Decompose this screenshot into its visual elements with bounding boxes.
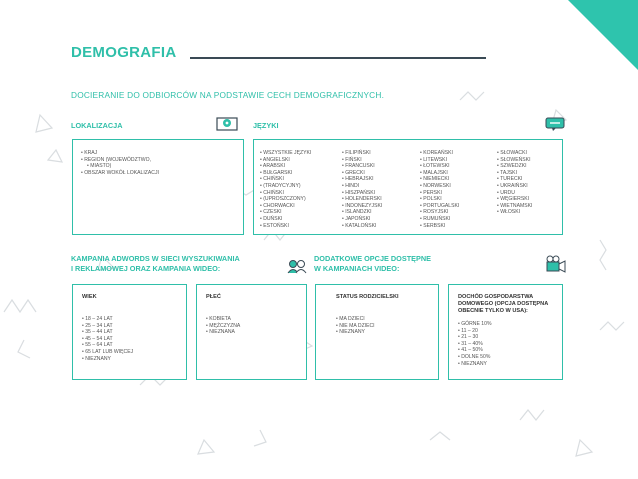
list-item: • WSZYSTKIE JĘZYKI bbox=[260, 150, 311, 157]
list-item: • HISZPAŃSKI bbox=[342, 190, 382, 197]
list-item: • (UPROSZCZONY) bbox=[260, 196, 311, 203]
title-divider bbox=[190, 57, 486, 59]
languages-column-2 bbox=[342, 150, 382, 229]
income-box bbox=[448, 284, 563, 380]
adwords-heading-line2: I REKLAMOWEJ ORAZ KAMPANIA WIDEO: bbox=[71, 264, 221, 273]
list-item: • MIASTO) bbox=[81, 163, 159, 170]
list-item: • KRAJ bbox=[81, 150, 159, 157]
list-item: • SZWEDZKI bbox=[497, 163, 532, 170]
list-item: • NORWESKI bbox=[420, 183, 459, 190]
extra-heading-line2: W KAMPANIACH VIDEO: bbox=[314, 264, 400, 273]
list-item: • MALAJSKI bbox=[420, 170, 459, 177]
list-item: • 41 – 50% bbox=[458, 347, 492, 354]
list-item: • 11 – 20 bbox=[458, 328, 492, 335]
people-icon bbox=[286, 258, 308, 274]
extra-heading-line1: DODATKOWE OPCJE DOSTĘPNE bbox=[314, 254, 432, 263]
list-item: • 18 – 24 LAT bbox=[82, 316, 133, 323]
parental-list bbox=[336, 316, 375, 336]
list-item: • ESTOŃSKI bbox=[260, 223, 311, 230]
list-item: • BUŁGARSKI bbox=[260, 170, 311, 177]
list-item: • ŁOTEWSKI bbox=[420, 163, 459, 170]
list-item: • HINDI bbox=[342, 183, 382, 190]
list-item: • FRANCUSKI bbox=[342, 163, 382, 170]
income-heading bbox=[458, 294, 548, 315]
list-item: • ROSYJSKI bbox=[420, 209, 459, 216]
list-item: • MA DZIECI bbox=[336, 316, 375, 323]
list-item: • PERSKI bbox=[420, 190, 459, 197]
list-item: • 65 LAT LUB WIĘCEJ bbox=[82, 349, 133, 356]
income-heading-line3: OBECNIE TYLKO W USA): bbox=[458, 308, 528, 314]
list-item: • DUŃSKI bbox=[260, 216, 311, 223]
list-item: • SŁOWACKI bbox=[497, 150, 532, 157]
location-box bbox=[72, 139, 244, 235]
page-title: DEMOGRAFIA bbox=[71, 44, 177, 61]
list-item: • GÓRNE 10% bbox=[458, 321, 492, 328]
list-item: • CZESKI bbox=[260, 209, 311, 216]
languages-column-4 bbox=[497, 150, 532, 216]
map-pin-icon bbox=[216, 116, 240, 132]
income-heading-line1: DOCHÓD GOSPODARSTWA bbox=[458, 294, 534, 300]
extra-heading bbox=[314, 254, 431, 274]
list-item: • NIE MA DZIECI bbox=[336, 323, 375, 330]
list-item: • CHORWACKI bbox=[260, 203, 311, 210]
adwords-heading-line1: KAMPANIA ADWORDS W SIECI WYSZUKIWANIA bbox=[71, 254, 240, 263]
gender-box bbox=[196, 284, 307, 380]
list-item: • 21 – 30 bbox=[458, 334, 492, 341]
video-camera-icon bbox=[545, 254, 567, 276]
chat-bubble-icon bbox=[544, 116, 568, 132]
list-item: • SŁOWEŃSKI bbox=[497, 157, 532, 164]
list-item: • REGION (WOJEWÓDZTWO, bbox=[81, 157, 159, 164]
gender-list bbox=[206, 316, 240, 336]
list-item: • JAPOŃSKI bbox=[342, 216, 382, 223]
income-heading-line2: DOMOWEGO (OPCJA DOSTĘPNA bbox=[458, 301, 549, 307]
list-item: • URDU bbox=[497, 190, 532, 197]
list-item: • INDONEZYJSKI bbox=[342, 203, 382, 210]
list-item: • PORTUGALSKI bbox=[420, 203, 459, 210]
parental-box bbox=[315, 284, 439, 380]
languages-heading: JĘZYKI bbox=[253, 121, 279, 130]
list-item: • OBSZAR WOKÓŁ LOKALIZACJI bbox=[81, 170, 159, 177]
list-item: • ANGIELSKI bbox=[260, 157, 311, 164]
list-item: • WĘGIERSKI bbox=[497, 196, 532, 203]
age-heading: WIEK bbox=[82, 294, 97, 300]
list-item: • UKRAIŃSKI bbox=[497, 183, 532, 190]
languages-column-1 bbox=[260, 150, 311, 229]
list-item: • TAJSKI bbox=[497, 170, 532, 177]
parental-heading: STATUS RODZICIELSKI bbox=[336, 294, 399, 300]
list-item: • KOBIETA bbox=[206, 316, 240, 323]
list-item: • 45 – 54 LAT bbox=[82, 336, 133, 343]
list-item: • NIEZNANY bbox=[458, 361, 492, 368]
list-item: • NIEZNANA bbox=[206, 329, 240, 336]
list-item: • 35 – 44 LAT bbox=[82, 329, 133, 336]
list-item: • HEBRAJSKI bbox=[342, 176, 382, 183]
gender-heading: PŁEĆ bbox=[206, 294, 221, 300]
list-item: • (TRADYCYJNY) bbox=[260, 183, 311, 190]
list-item: • GRECKI bbox=[342, 170, 382, 177]
list-item: • TURECKI bbox=[497, 176, 532, 183]
list-item: • NIEMIECKI bbox=[420, 176, 459, 183]
list-item: • 25 – 34 LAT bbox=[82, 323, 133, 330]
income-list bbox=[458, 321, 492, 367]
adwords-heading bbox=[71, 254, 240, 274]
list-item: • LITEWSKI bbox=[420, 157, 459, 164]
list-item: • FILIPIŃSKI bbox=[342, 150, 382, 157]
list-item: • NIEZNANY bbox=[82, 356, 133, 363]
list-item: • RUMUŃSKI bbox=[420, 216, 459, 223]
list-item: • WIETNAMSKI bbox=[497, 203, 532, 210]
list-item: • NIEZNANY bbox=[336, 329, 375, 336]
list-item: • KATALOŃSKI bbox=[342, 223, 382, 230]
list-item: • HOLENDERSKI bbox=[342, 196, 382, 203]
list-item: • KOREAŃSKI bbox=[420, 150, 459, 157]
list-item: • ARABSKI bbox=[260, 163, 311, 170]
list-item: • CHIŃSKI bbox=[260, 190, 311, 197]
page-subtitle: DOCIERANIE DO ODBIORCÓW NA PODSTAWIE CECH DEMOGRAFICZNYCH. bbox=[71, 90, 385, 100]
languages-box bbox=[253, 139, 563, 235]
location-heading: LOKALIZACJA bbox=[71, 121, 123, 130]
list-item: • 55 – 64 LAT bbox=[82, 342, 133, 349]
list-item: • SERBSKI bbox=[420, 223, 459, 230]
list-item: • FIŃSKI bbox=[342, 157, 382, 164]
list-item: • ISLANDZKI bbox=[342, 209, 382, 216]
age-list bbox=[82, 316, 133, 362]
age-box bbox=[72, 284, 187, 380]
list-item: • DOLNE 50% bbox=[458, 354, 492, 361]
list-item: • CHIŃSKI bbox=[260, 176, 311, 183]
list-item: • MĘŻCZYZNA bbox=[206, 323, 240, 330]
location-list bbox=[81, 150, 159, 176]
list-item: • POLSKI bbox=[420, 196, 459, 203]
list-item: • 31 – 40% bbox=[458, 341, 492, 348]
languages-column-3 bbox=[420, 150, 459, 229]
list-item: • WŁOSKI bbox=[497, 209, 532, 216]
